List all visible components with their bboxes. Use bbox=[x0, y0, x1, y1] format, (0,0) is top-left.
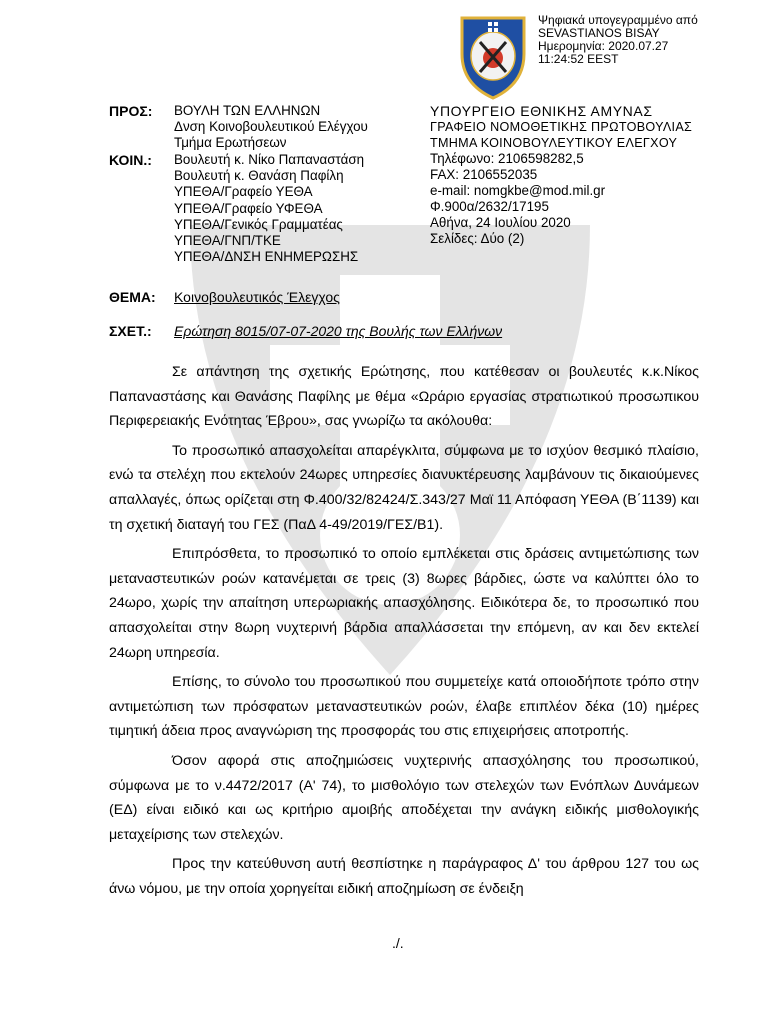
body-paragraph: Όσον αφορά στις αποζημιώσεις νυχτερινής απασχόλησης του προσωπικού, σύμφωνα με το ν.4472/2017 (Α' 74), το μισθολόγιο των στελεχών των Ενόπλων Δυνάμεων (ΕΔ) είναι ειδικό και ως κριτήριο αμοιβής αποδέχεται την ανάγκη ειδικής μισθολογικής μεταχείρισης των στελεχών. bbox=[109, 752, 699, 843]
cc-block bbox=[174, 152, 364, 265]
recipient-line: Δνση Κοινοβουλευτικού Ελέγχου bbox=[174, 119, 368, 135]
body-paragraph: Επιπρόσθετα, το προσωπικό το οποίο εμπλέκεται στις δράσεις αντιμετώπισης των μεταναστευτικών ροών κατανέμεται σε τρεις (3) 8ωρες βάρδιες, ώστε να καλύπτει όλο το 24ωρο, χωρίς την απαίτηση υπερωριακής απασχόλησης. Ειδικότερα δε, το προσωπικό που απασχολείται στην 8ωρη νυχτερινή βάρδια απαλλάσσεται την επόμενη, αν και δεν εκτελεί 24ωρη υπηρεσία. bbox=[109, 546, 699, 661]
signature-line: Ημερομηνία: 2020.07.27 bbox=[538, 39, 669, 53]
sender-date: Αθήνα, 24 Ιουλίου 2020 bbox=[430, 215, 571, 230]
signature-line: Ψηφιακά υπογεγραμμένο από bbox=[538, 13, 698, 27]
cc-line: ΥΠΕΘΑ/Γενικός Γραμματέας bbox=[174, 216, 343, 232]
sender-pages: Σελίδες: Δύο (2) bbox=[430, 231, 525, 246]
letter-body bbox=[109, 360, 699, 901]
cc-line: Βουλευτή κ. Θανάση Παφίλη bbox=[174, 168, 344, 184]
page-continuation-mark: ./. bbox=[392, 935, 404, 951]
to-label: ΠΡΟΣ: bbox=[109, 103, 153, 119]
sender-email[interactable]: e-mail: nomgkbe@mod.mil.gr bbox=[430, 183, 606, 198]
cc-label: ΚΟΙΝ.: bbox=[109, 152, 152, 168]
body-paragraph: Σε απάντηση της σχετικής Ερώτησης, που κατέθεσαν οι βουλευτές κ.κ.Νίκος Παπαναστάσης και Θανάσης Παφίλης με θέμα «Ωράριο εργασίας στρατιωτικού προσωπικου Περιφερειακής Ενότητας Έβρου», σας γνωρίζω τα ακόλουθα: bbox=[109, 364, 699, 430]
recipient-line: ΒΟΥΛΗ ΤΩΝ ΕΛΛΗΝΩΝ bbox=[174, 103, 321, 118]
sender-line: ΤΜΗΜΑ ΚΟΙΝΟΒΟΥΛΕΥΤΙΚΟΥ ΕΛΕΓΧΟΥ bbox=[430, 136, 678, 150]
signature-line: 11:24:52 EEST bbox=[538, 52, 619, 66]
subject-label: ΘΕΜΑ: bbox=[109, 289, 156, 305]
sender-line: Φ.900α/2632/17195 bbox=[430, 199, 549, 214]
cc-line: ΥΠΕΘΑ/Γραφείο ΥΦΕΘΑ bbox=[174, 200, 323, 216]
recipient-block bbox=[174, 103, 368, 152]
cc-line: ΥΠΕΘΑ/Γραφείο ΥΕΘΑ bbox=[174, 184, 313, 200]
reference-label: ΣΧΕΤ.: bbox=[109, 323, 152, 339]
reference-text: Ερώτηση 8015/07-07-2020 της Βουλής των Ελλήνων bbox=[174, 323, 503, 339]
body-paragraph: Το προσωπικό απασχολείται απαρέγκλιτα, σύμφωνα με το ισχύον θεσμικό πλαίσιο, ενώ τα στελέχη που εκτελούν 24ωρες υπηρεσίες διανυκτέρευσης λαμβάνουν τις δικαιούμενες απαλλαγές, όπως ορίζεται στη Φ.400/32/82424/Σ.343/27 Μαϊ 11 Απόφαση ΥΕΘΑ (Β΄1139) και τη σχετική διαταγή του ΓΕΣ (ΠαΔ 4-49/2019/ΓΕΣ/Β1). bbox=[109, 442, 699, 533]
cc-line: ΥΠΕΘΑ/ΔΝΣΗ ΕΝΗΜΕΡΩΣΗΣ bbox=[174, 249, 359, 265]
army-shield-logo-icon bbox=[458, 14, 528, 100]
sender-line: ΥΠΟΥΡΓΕΙΟ ΕΘΝΙΚΗΣ ΑΜΥΝΑΣ bbox=[430, 103, 653, 119]
sender-line: Τηλέφωνο: 2106598282,5 bbox=[430, 151, 584, 166]
body-paragraph: Προς την κατεύθυνση αυτή θεσπίστηκε η παράγραφος Δ' του άρθρου 127 του ως άνω νόμου, με την οποία χορηγείται ειδική αποζημίωση σε ένδειξη bbox=[109, 856, 699, 897]
signature-line: SEVASTIANOS BISAY bbox=[538, 26, 660, 40]
cc-line: ΥΠΕΘΑ/ΓΝΠ/ΤΚΕ bbox=[174, 233, 281, 249]
sender-line: FAX: 2106552035 bbox=[430, 167, 538, 182]
digital-signature-block bbox=[538, 14, 698, 66]
body-paragraph: Επίσης, το σύνολο του προσωπικού που συμμετείχε κατά οποιοδήποτε τρόπο στην αντιμετώπιση των πρόσφατων μεταναστευτικών ροών, έλαβε επιπλέον δέκα (10) ημέρες τιμητική άδεια προς αναγνώριση της προσφοράς του στις επιχειρήσεις αποτροπής. bbox=[109, 674, 699, 740]
recipient-line: Τμήμα Ερωτήσεων bbox=[174, 135, 287, 151]
sender-block bbox=[430, 103, 692, 247]
subject-text: Κοινοβουλευτικός Έλεγχος bbox=[174, 289, 340, 305]
cc-line: Βουλευτή κ. Νίκο Παπαναστάση bbox=[174, 152, 365, 167]
sender-line: ΓΡΑΦΕΙΟ ΝΟΜΟΘΕΤΙΚΗΣ ΠΡΩΤΟΒΟΥΛΙΑΣ bbox=[430, 120, 693, 134]
